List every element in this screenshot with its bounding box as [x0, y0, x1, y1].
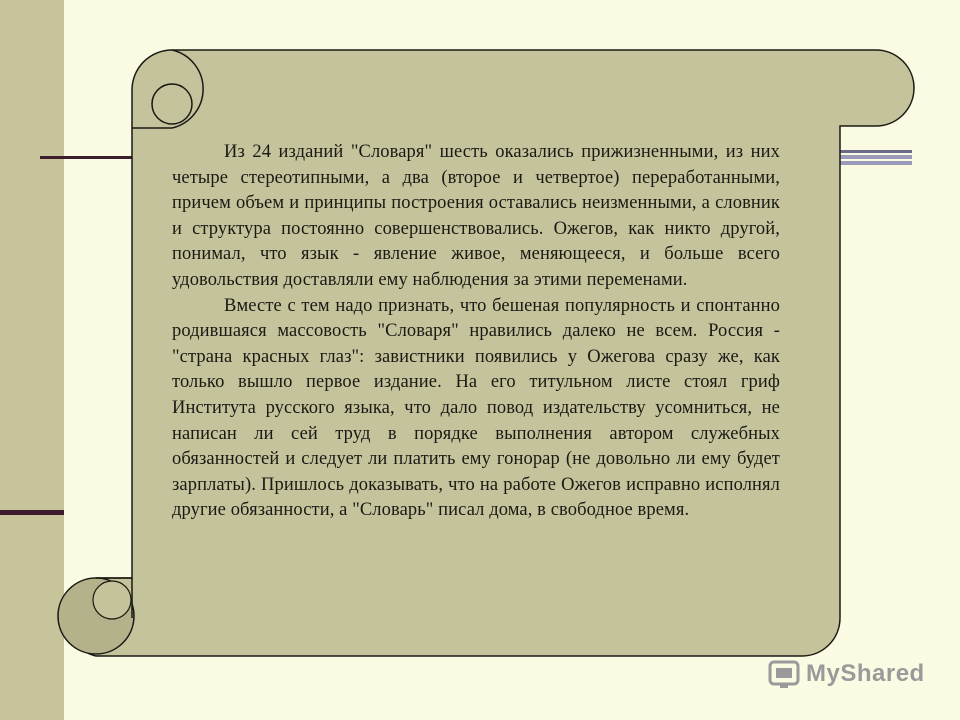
paragraph-1: Из 24 изданий "Словаря" шесть оказались прижизненными, из них четыре стереотипными, а два (второе и четвертое) переработанными, причем объем и принципы построения оставались неизменными, а словник и структура постоянно совершенствовались. Ожегов, как никто другой, понимал, что язык - явление живое, меняющееся, и больше всего удовольствия доставляли ему наблюдения за этими переменами.	[172, 142, 780, 290]
watermark-text: MyShared	[806, 660, 925, 687]
paragraph-2: Вместе с тем надо признать, что бешеная популярность и спонтанно родившаяся массовость "Словаря" нравились далеко не всем. Россия - "страна красных глаз": завистники появились у Ожегова сразу же, как только вышло первое издание. На его титульном листе стоял гриф Института русского языка, что дало повод издательству усомниться, не написан ли сей труд в порядке выполнения автором служебных обязанностей и следует ли платить ему гонорар (не довольно ли ему будет зарплаты). Пришлось доказывать, что на работе Ожегов исправно исполнял другие обязанности, а "Словарь" писал дома, в свободное время.	[172, 295, 780, 521]
slide-body-text	[172, 140, 780, 524]
myshared-logo-icon	[766, 656, 802, 692]
myshared-watermark	[766, 654, 925, 694]
